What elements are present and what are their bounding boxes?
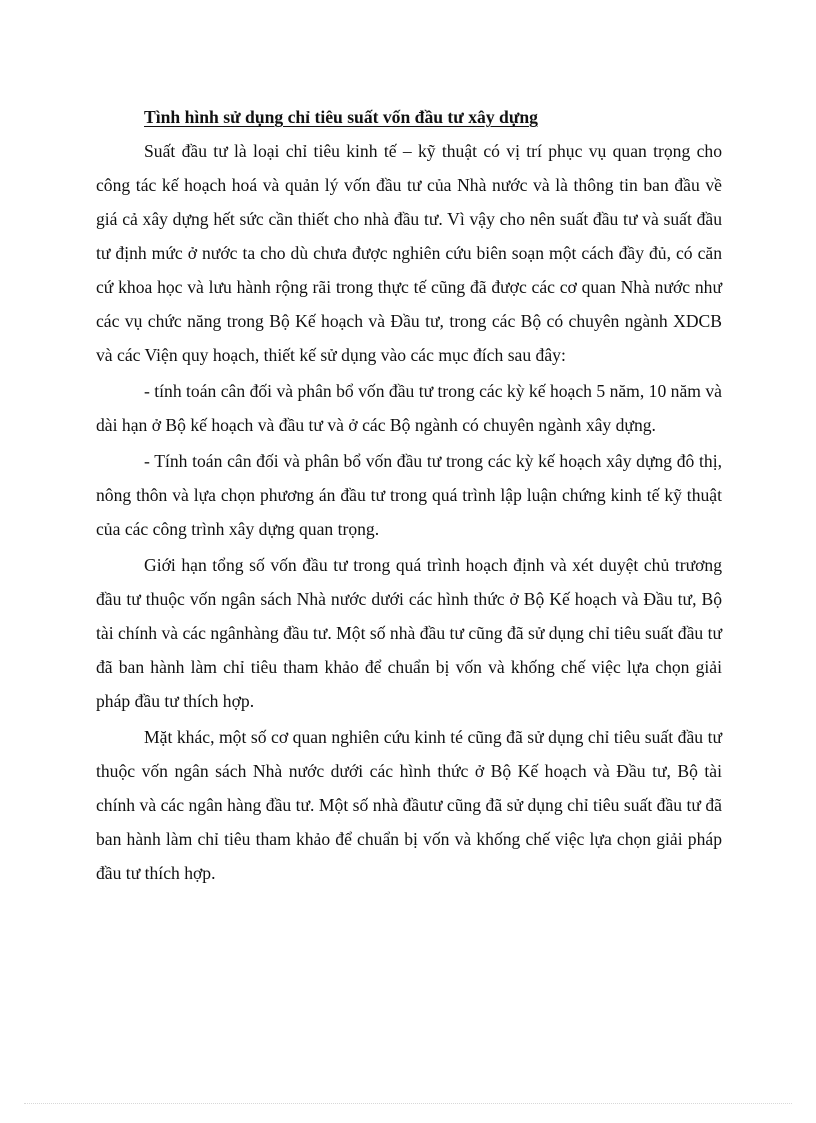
paragraph-other-hand: Mặt khác, một số cơ quan nghiên cứu kinh té cũng đã sử dụng chỉ tiêu suất đầu tư thuộc vốn ngân sách Nhà nước dưới các hình thức ở Bộ Kế hoạch và Đầu tư, Bộ tài chính và các ngân hàng đầu tư. Một số nhà đầutư cũng đã sử dụng chỉ tiêu suất đầu tư đã ban hành làm chỉ tiêu tham khảo để chuẩn bị vốn và khống chế việc lựa chọn giải pháp đầu tư thích hợp. xyxy=(96,727,722,883)
paragraph-intro: Suất đầu tư là loại chỉ tiêu kinh tế – kỹ thuật có vị trí phục vụ quan trọng cho công tác kế hoạch hoá và quản lý vốn đầu tư của Nhà nước và là thông tin ban đầu về giá cả xây dựng hết sức cần thiết cho nhà đầu tư. Vì vậy cho nên suất đầu tư và suất đầu tư định mức ở nước ta cho dù chưa được nghiên cứu biên soạn một cách đầy đủ, có căn cứ khoa học và lưu hành rộng rãi trong thực tế cũng đã được các cơ quan Nhà nước như các vụ chức năng trong Bộ Kế hoạch và Đầu tư, trong các Bộ có chuyên ngành XDCB và các Viện quy hoạch, thiết kế sử dụng vào các mục đích sau đây: xyxy=(96,141,722,365)
paragraph-bullet-2: - Tính toán cân đối và phân bổ vốn đầu tư trong các kỳ kế hoạch xây dựng đô thị, nông thôn và lựa chọn phương án đầu tư trong quá trình lập luận chứng kinh tế kỹ thuật của các công trình xây dựng quan trọng. xyxy=(96,451,722,539)
paragraph-bullet-1: - tính toán cân đối và phân bổ vốn đầu tư trong các kỳ kế hoạch 5 năm, 10 năm và dài hạn ở Bộ kế hoạch và đầu tư và ở các Bộ ngành có chuyên ngành xây dựng. xyxy=(96,381,722,435)
paragraph-limit: Giới hạn tổng số vốn đầu tư trong quá trình hoạch định và xét duyệt chủ trương đầu tư thuộc vốn ngân sách Nhà nước dưới các hình thức ở Bộ Kế hoạch và Đầu tư, Bộ tài chính và các ngânhàng đầu tư. Một số nhà đầu tư cũng đã sử dụng chỉ tiêu suất đầu tư đã ban hành làm chỉ tiêu tham khảo để chuẩn bị vốn và khống chế việc lựa chọn giải pháp đầu tư thích hợp. xyxy=(96,555,722,711)
page-bottom-divider xyxy=(24,1103,792,1104)
document-body xyxy=(96,100,722,890)
section-heading: Tình hình sử dụng chỉ tiêu suất vốn đầu tư xây dựng xyxy=(144,107,538,127)
